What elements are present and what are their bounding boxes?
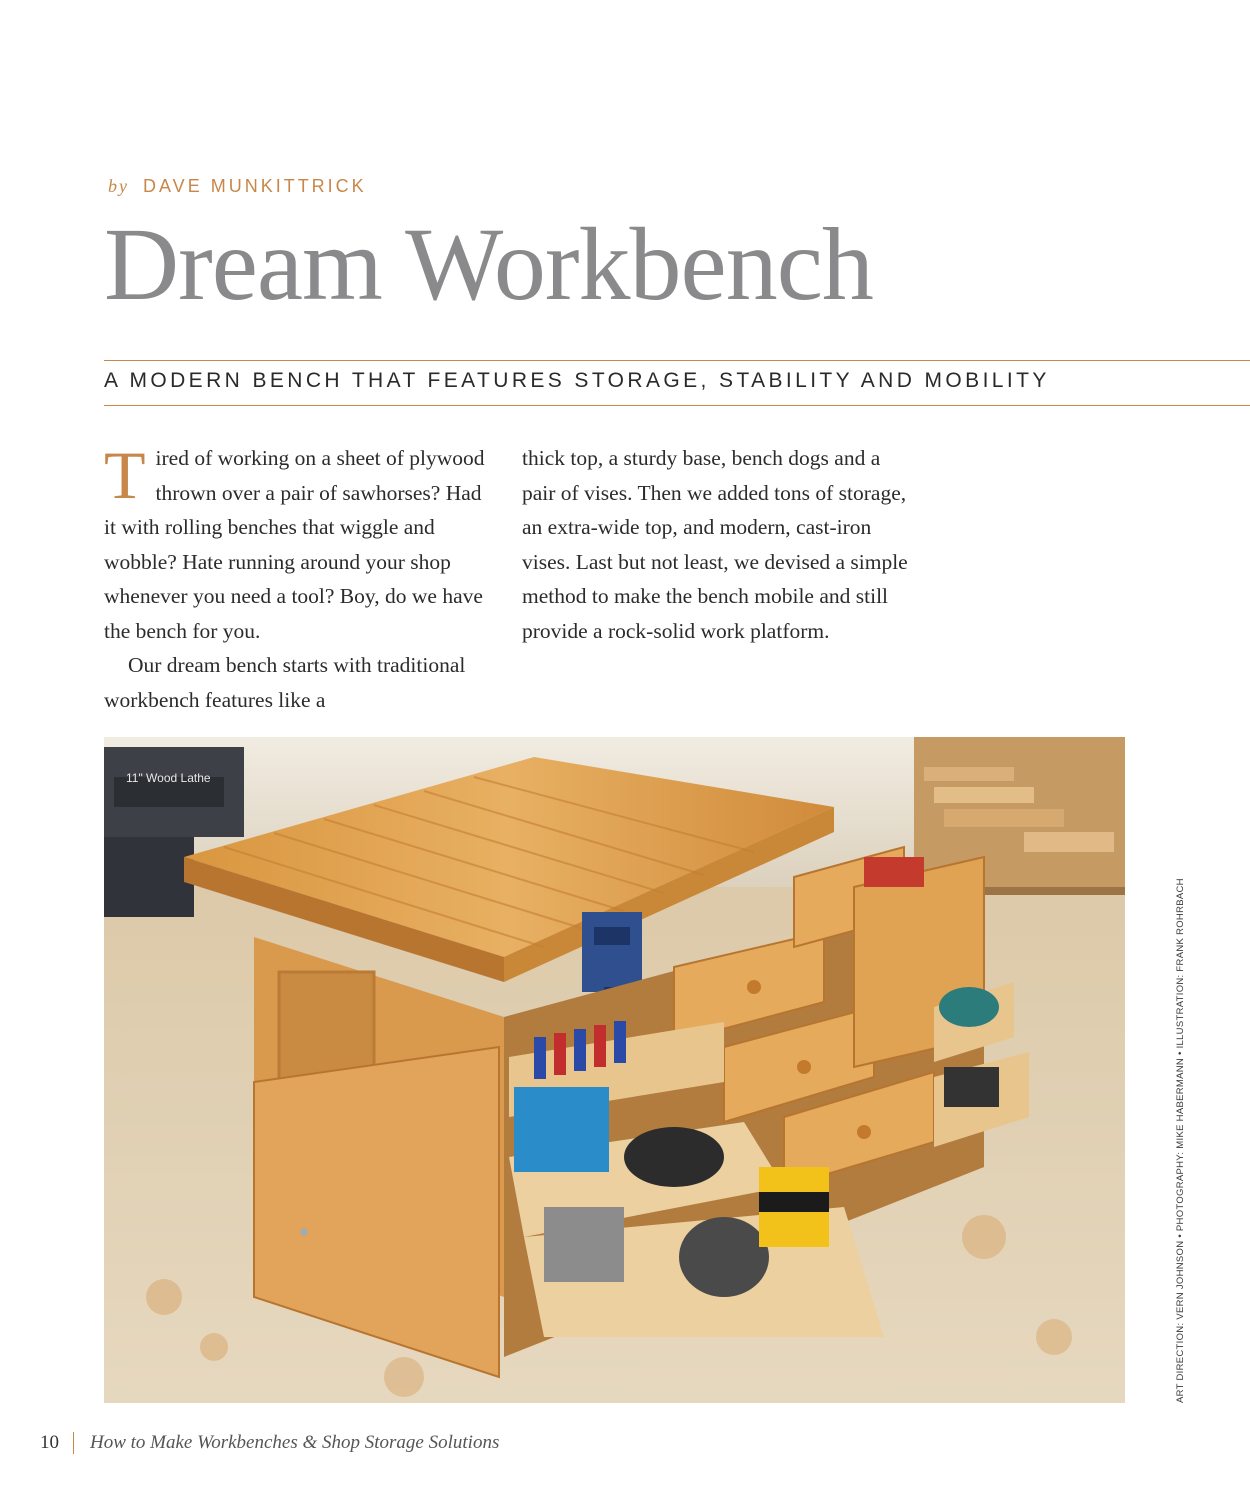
body-column-right [522,441,912,648]
body-paragraph-2: Our dream bench starts with traditional workbench features like a [104,653,466,712]
gray-case [544,1207,624,1282]
drill-teal [939,987,999,1027]
byline-author: DAVE MUNKITTRICK [143,176,367,196]
article-title: Dream Workbench [104,207,873,322]
body-column-left [104,437,494,717]
drop-cap: T [104,437,146,513]
body-paragraph-1 [104,437,494,648]
router [679,1217,769,1297]
workbench-photo [104,737,1125,1403]
footer-separator [73,1432,74,1454]
power-tool-black [624,1127,724,1187]
page-footer [40,1432,499,1454]
photo-credits: ART DIRECTION: VERN JOHNSON • PHOTOGRAPHY: MIKE HABERMANN • ILLUSTRATION: FRANK ROHRBACH [1175,878,1186,1403]
black-case [944,1067,999,1107]
red-drill [864,857,924,887]
book-title: How to Make Workbenches & Shop Storage Solutions [90,1432,500,1453]
byline [108,176,367,197]
subtitle-rule-top [104,360,1250,361]
body-paragraph-1-text: ired of working on a sheet of plywood thrown over a pair of sawhorses? Had it with rolling benches that wiggle and wobble? Hate running around your shop whenever you need a tool? Boy, do we have the bench for you. [104,446,485,643]
lathe-label: 11" Wood Lathe [126,771,211,785]
subtitle-rule-bottom [104,405,1250,406]
blue-toolbox [514,1087,609,1172]
byline-prefix: by [108,176,129,196]
workbench-illustration [104,737,1125,1403]
photo-credits-wrap [1176,737,1196,1403]
article-subtitle: A MODERN BENCH THAT FEATURES STORAGE, STABILITY AND MOBILITY [104,369,1050,392]
door-knob [300,1228,308,1236]
page-number: 10 [40,1432,59,1453]
body-paragraph-3: thick top, a sturdy base, bench dogs and a pair of vises. Then we added tons of storage, an extra-wide top, and modern, cast-iron vises. Last but not least, we devised a simple method to make the bench mobile and still provide a rock-solid work platform. [522,446,908,643]
